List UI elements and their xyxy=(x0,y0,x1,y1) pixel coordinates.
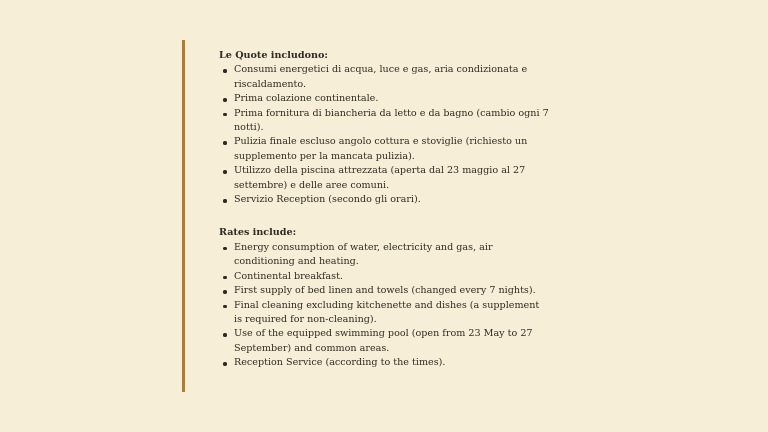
list-item: Use of the equipped swimming pool (open from 23 May to 27 September) and common areas. xyxy=(219,327,549,356)
included-items-list xyxy=(219,63,549,207)
list-item: Consumi energetici di acqua, luce e gas, aria condizionata e riscaldamento. xyxy=(219,63,549,92)
list-item: Reception Service (according to the times). xyxy=(219,356,549,370)
italian-rates-section xyxy=(219,49,549,207)
rates-content xyxy=(219,49,549,371)
list-item: Pulizia finale escluso angolo cottura e stoviglie (richiesto un supplemento per la mancata pulizia). xyxy=(219,135,549,164)
list-item: Servizio Reception (secondo gli orari). xyxy=(219,193,549,207)
section-title: Rates include: xyxy=(219,227,297,239)
english-rates-section xyxy=(219,226,549,370)
accent-divider xyxy=(182,40,185,392)
list-item: Prima colazione continentale. xyxy=(219,92,549,106)
list-item: Continental breakfast. xyxy=(219,270,549,284)
included-items-list xyxy=(219,241,549,371)
list-item: First supply of bed linen and towels (changed every 7 nights). xyxy=(219,284,549,298)
list-item: Energy consumption of water, electricity and gas, air conditioning and heating. xyxy=(219,241,549,270)
list-item: Utilizzo della piscina attrezzata (aperta dal 23 maggio al 27 settembre) e delle aree comuni. xyxy=(219,164,549,193)
list-item: Prima fornitura di biancheria da letto e da bagno (cambio ogni 7 notti). xyxy=(219,107,549,136)
section-title: Le Quote includono: xyxy=(219,50,328,61)
list-item: Final cleaning excluding kitchenette and dishes (a supplement is required for non-cleaning). xyxy=(219,299,549,328)
